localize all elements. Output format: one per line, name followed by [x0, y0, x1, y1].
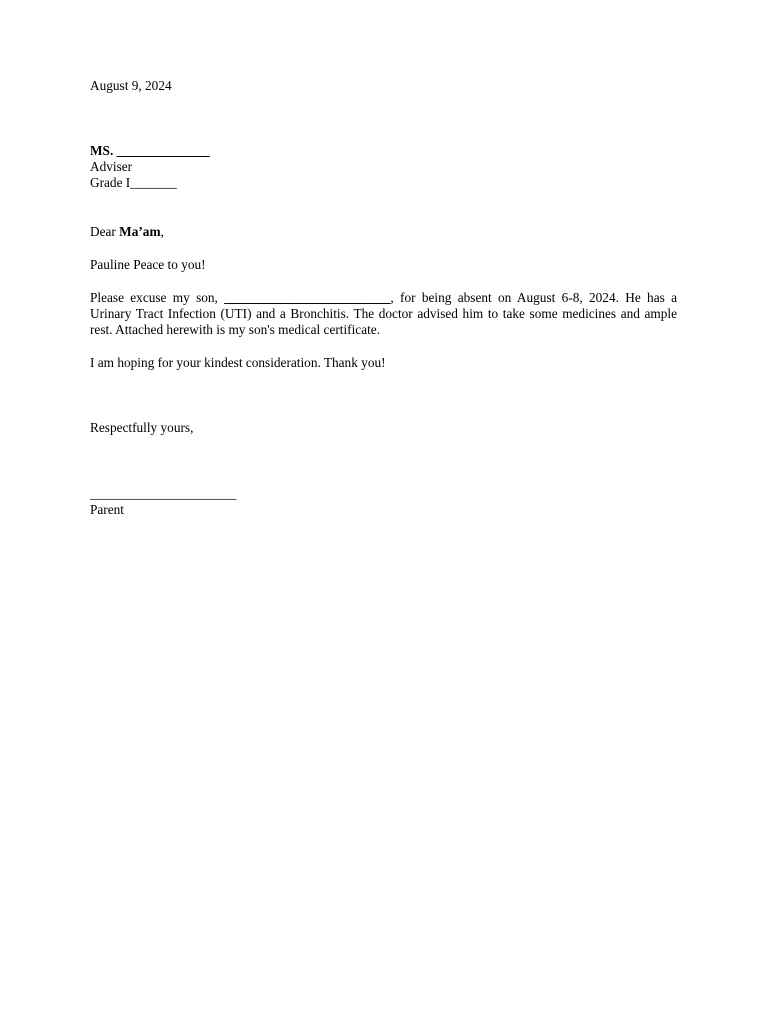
salutation-prefix: Dear: [90, 224, 120, 239]
greeting: Pauline Peace to you!: [90, 257, 206, 272]
body-after-blank: , for being absent on August 6-8, 2024. He has a Urinary Tract Infection (UTI) and a Bronchitis. The doctor advised him to take some medicines and ample rest. Attached herewith is my son's medical certificate.: [90, 290, 677, 338]
closing-request: I am hoping for your kindest consideration. Thank you!: [90, 355, 386, 370]
recipient-grade: Grade I_______: [90, 175, 177, 190]
recipient-name-blank: ______________: [116, 143, 210, 158]
son-name-blank: _________________________: [224, 290, 391, 305]
signature-blank: ______________________: [90, 486, 237, 501]
closing: Respectfully yours,: [90, 420, 194, 435]
recipient-name-prefix: MS.: [90, 143, 114, 158]
recipient-title: Adviser: [90, 159, 133, 174]
recipient-name-line: [90, 143, 210, 159]
signer-role: Parent: [90, 502, 124, 517]
salutation: [90, 224, 164, 240]
salutation-name: Ma’am: [119, 224, 161, 239]
body-before-blank: Please excuse my son,: [90, 290, 225, 305]
body-paragraph: [90, 290, 677, 339]
salutation-suffix: ,: [160, 224, 164, 239]
letter-date: August 9, 2024: [90, 78, 172, 93]
